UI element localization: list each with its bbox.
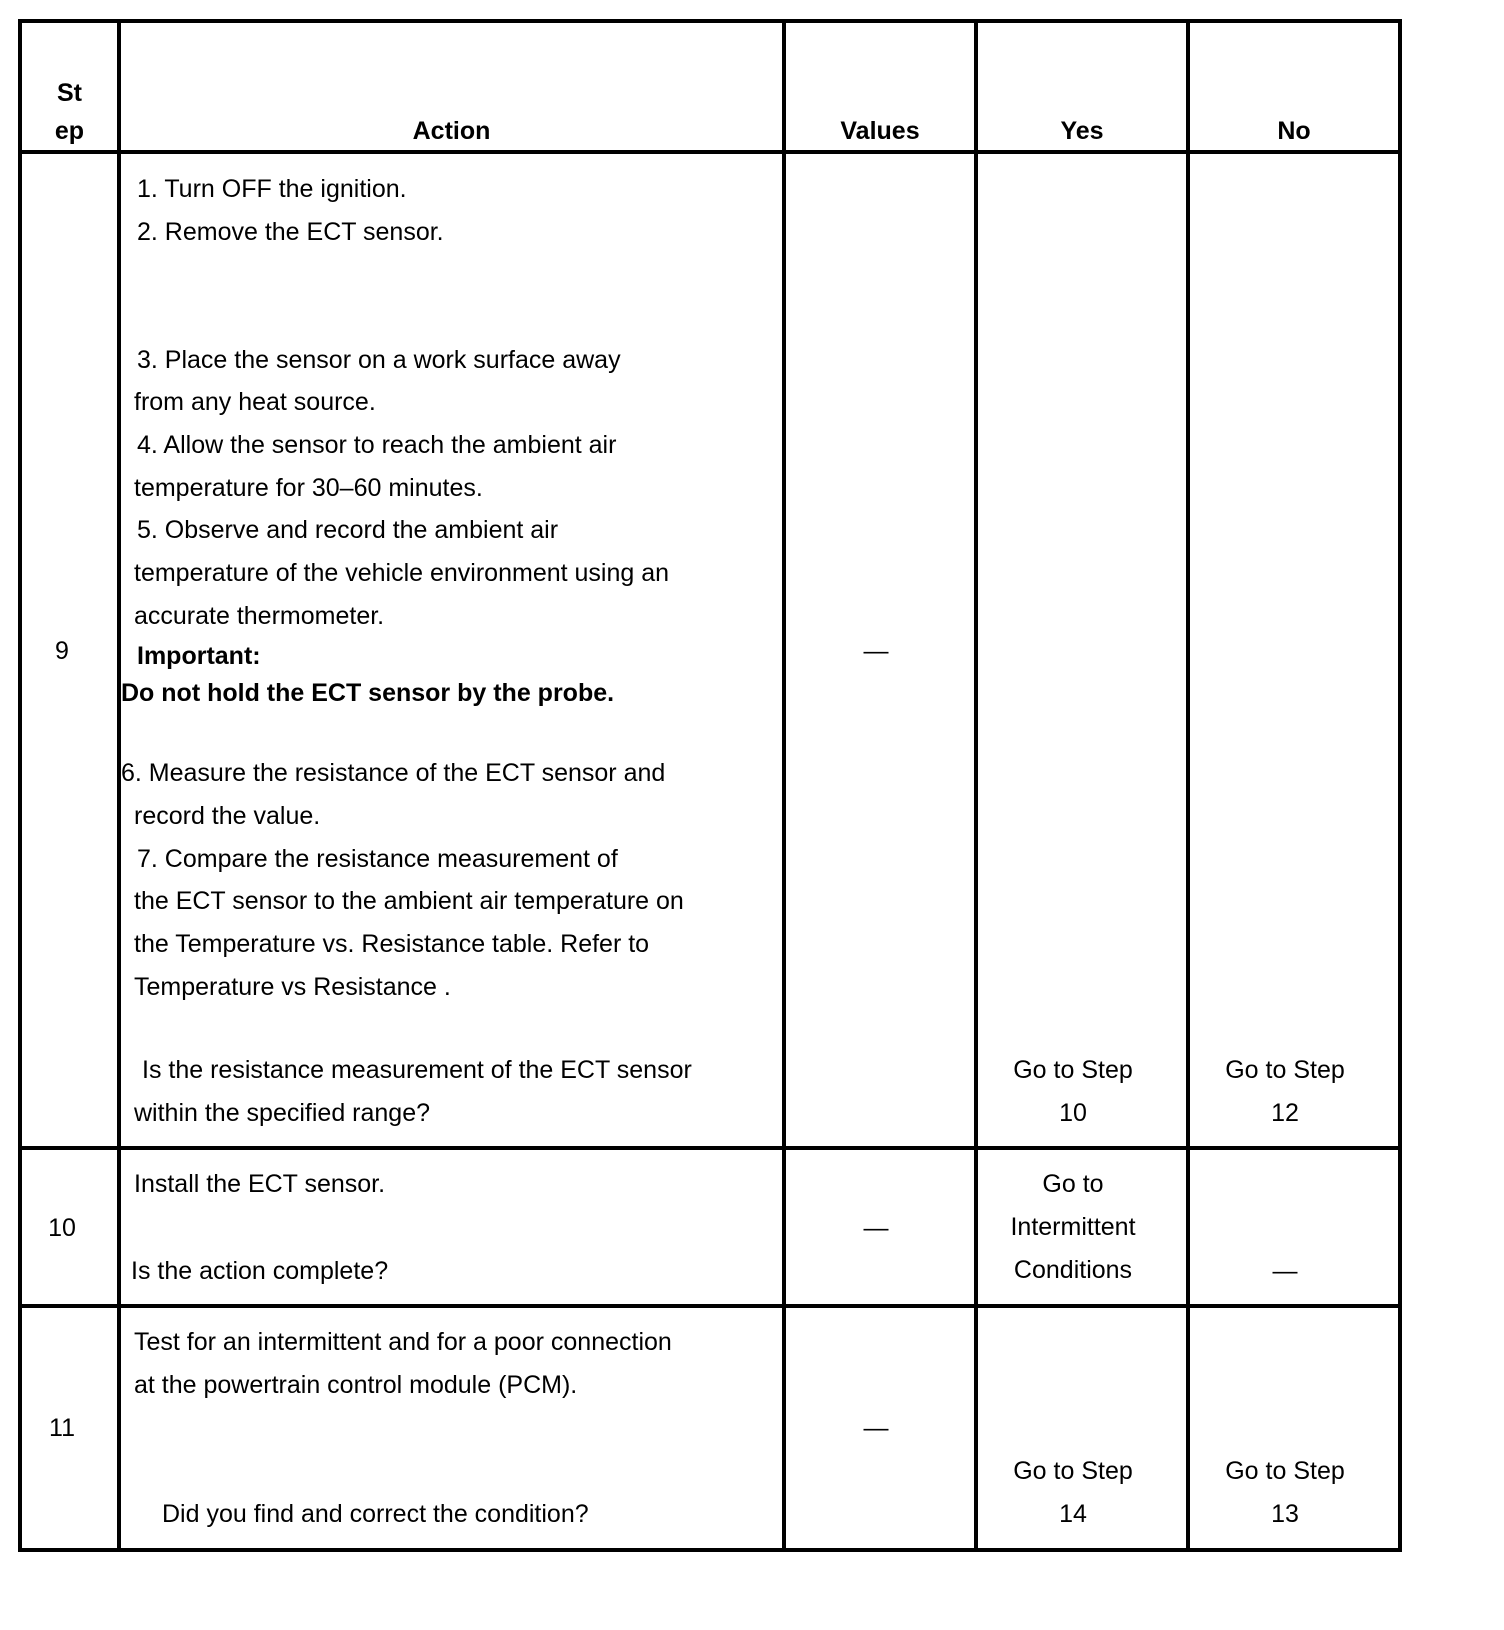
action-line: 7. Compare the resistance measurement of bbox=[137, 845, 618, 873]
yes-result: 10 bbox=[1059, 1099, 1087, 1127]
action-line: Temperature vs Resistance . bbox=[134, 973, 451, 1001]
no-result: 12 bbox=[1271, 1099, 1299, 1127]
table-border-top bbox=[18, 19, 1402, 23]
action-line: temperature for 30–60 minutes. bbox=[134, 474, 483, 502]
action-line: Install the ECT sensor. bbox=[134, 1170, 386, 1198]
action-line: the Temperature vs. Resistance table. Refer to bbox=[134, 930, 650, 958]
table-border-right bbox=[1398, 19, 1402, 1552]
action-line: 5. Observe and record the ambient air bbox=[137, 516, 559, 544]
action-question: Is the action complete? bbox=[131, 1257, 389, 1285]
yes-result: Go to Step bbox=[1013, 1056, 1133, 1084]
header-action: Action bbox=[412, 117, 491, 145]
values-cell: — bbox=[863, 1214, 889, 1242]
yes-result: 14 bbox=[1059, 1500, 1087, 1528]
row-divider bbox=[18, 1304, 1402, 1308]
yes-result: Go to bbox=[1042, 1170, 1104, 1198]
column-divider bbox=[1186, 19, 1190, 1552]
action-line: from any heat source. bbox=[134, 388, 376, 416]
header-step: St bbox=[57, 79, 82, 107]
table-border-left bbox=[18, 19, 22, 1552]
step-number: 9 bbox=[55, 637, 69, 665]
action-line: at the powertrain control module (PCM). bbox=[134, 1371, 578, 1399]
no-result: Go to Step bbox=[1225, 1056, 1345, 1084]
no-result: Go to Step bbox=[1225, 1457, 1345, 1485]
header-divider bbox=[18, 150, 1402, 154]
header-values: Values bbox=[840, 117, 920, 145]
values-cell: — bbox=[863, 1414, 889, 1442]
important-label: Important: bbox=[137, 642, 261, 670]
action-line: 1. Turn OFF the ignition. bbox=[137, 175, 407, 203]
important-note: Do not hold the ECT sensor by the probe. bbox=[121, 679, 615, 707]
step-number: 10 bbox=[48, 1214, 76, 1242]
action-line: 2. Remove the ECT sensor. bbox=[137, 218, 444, 246]
action-line: 4. Allow the sensor to reach the ambient air bbox=[137, 431, 617, 459]
yes-result: Intermittent bbox=[1010, 1213, 1136, 1241]
no-result: — bbox=[1272, 1257, 1298, 1285]
no-result: 13 bbox=[1271, 1500, 1299, 1528]
header-yes: Yes bbox=[1060, 117, 1104, 145]
action-question: within the specified range? bbox=[134, 1099, 431, 1127]
column-divider bbox=[782, 19, 786, 1552]
action-line: the ECT sensor to the ambient air temperature on bbox=[134, 887, 684, 915]
column-divider bbox=[974, 19, 978, 1552]
action-line: 3. Place the sensor on a work surface away bbox=[137, 346, 621, 374]
action-question: Did you find and correct the condition? bbox=[162, 1500, 589, 1528]
yes-result: Go to Step bbox=[1013, 1457, 1133, 1485]
header-step: ep bbox=[54, 117, 85, 145]
yes-result: Conditions bbox=[1013, 1256, 1133, 1284]
row-divider bbox=[18, 1146, 1402, 1150]
action-question: Is the resistance measurement of the ECT sensor bbox=[142, 1056, 692, 1084]
action-line: Test for an intermittent and for a poor connection bbox=[134, 1328, 672, 1356]
values-cell: — bbox=[863, 637, 889, 665]
header-no: No bbox=[1277, 117, 1311, 145]
action-line: record the value. bbox=[134, 802, 321, 830]
action-line: accurate thermometer. bbox=[134, 602, 385, 630]
action-line: temperature of the vehicle environment using an bbox=[134, 559, 670, 587]
step-number: 11 bbox=[49, 1414, 75, 1442]
table-border-bottom bbox=[18, 1548, 1402, 1552]
action-line: 6. Measure the resistance of the ECT sensor and bbox=[121, 759, 666, 787]
